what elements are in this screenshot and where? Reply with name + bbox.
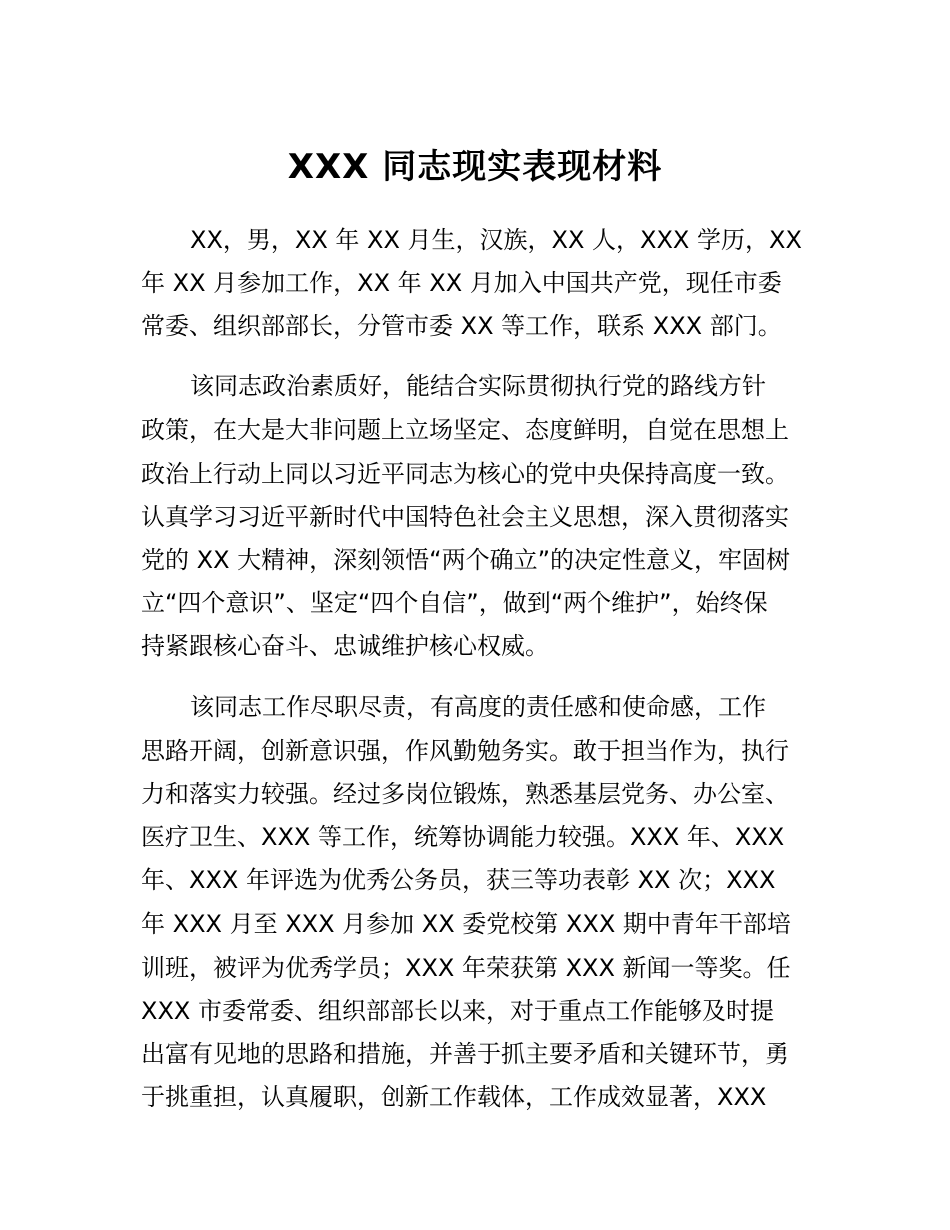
paragraph-line: 党的 XX 大精神，深刻领悟“两个确立”的决定性意义，牢固树 <box>141 546 791 574</box>
paragraph-line: 年 XXX 月至 XXX 月参加 XX 委党校第 XXX 期中青年干部培 <box>141 910 791 938</box>
paragraph-line: 常委、组织部部长，分管市委 XX 等工作，联系 XXX 部门。 <box>141 312 782 340</box>
paragraph-line: XXX 市委常委、组织部部长以来，对于重点工作能够及时提 <box>141 997 774 1025</box>
paragraph-line: 出富有见地的思路和措施，并善于抓主要矛盾和关键环节，勇 <box>141 1040 789 1068</box>
paragraph-line: XX，男，XX 年 XX 月生，汉族，XX 人，XXX 学历，XX <box>190 226 802 254</box>
paragraph-line: 该同志政治素质好，能结合实际贯彻执行党的路线方针 <box>190 372 766 400</box>
paragraph-line: 于挑重担，认真履职，创新工作载体，工作成效显著，XXX <box>141 1083 767 1111</box>
paragraph-line: 年 XX 月参加工作，XX 年 XX 月加入中国共产党，现任市委 <box>141 269 782 297</box>
paragraph-line: 政治上行动上同以习近平同志为核心的党中央保持高度一致。 <box>141 460 789 488</box>
paragraph-line: 立“四个意识”、坚定“四个自信”，做到“两个维护”，始终保 <box>141 589 768 617</box>
paragraph-line: 持紧跟核心奋斗、忠诚维护核心权威。 <box>141 632 549 660</box>
paragraph-line: 政策，在大是大非问题上立场坚定、态度鲜明，自觉在思想上 <box>141 416 789 444</box>
paragraph-line: 思路开阔，创新意识强，作风勤勉务实。敢于担当作为，执行 <box>141 737 789 765</box>
paragraph-line: 认真学习习近平新时代中国特色社会主义思想，深入贯彻落实 <box>141 503 789 531</box>
paragraph-line: 年、XXX 年评选为优秀公务员，获三等功表彰 XX 次；XXX <box>141 866 776 894</box>
paragraph-line: 该同志工作尽职尽责，有高度的责任感和使命感，工作 <box>190 693 766 721</box>
paragraph-line: 医疗卫生、XXX 等工作，统筹协调能力较强。XXX 年、XXX <box>141 823 785 851</box>
paragraph-line: 力和落实力较强。经过多岗位锻炼，熟悉基层党务、办公室、 <box>141 780 789 808</box>
paragraph-line: 训班，被评为优秀学员；XXX 年荣获第 XXX 新闻一等奖。任 <box>141 954 791 982</box>
document-title: XXX 同志现实表现材料 <box>287 147 663 187</box>
